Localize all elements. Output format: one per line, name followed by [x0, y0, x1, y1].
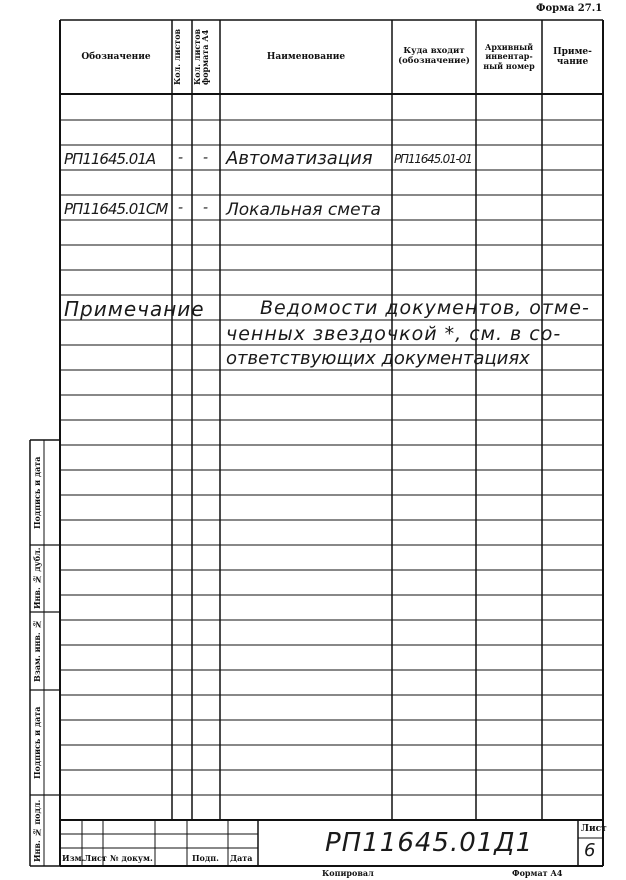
row-2-name: Локальная смета: [226, 200, 381, 220]
header-note: Приме-чание: [553, 46, 592, 67]
note-line-3: ответствующих документациях: [226, 348, 530, 369]
row-2-sheets: -: [178, 200, 184, 216]
tb-list: Лист: [84, 853, 107, 863]
header-sheet-count-a4: Кол. листов формата А4: [192, 28, 210, 86]
side-sign-date-bottom: Подпись и дата: [32, 706, 42, 779]
footer-format: Формат А4: [512, 868, 563, 878]
header-archive-number: Архивный инвентар-ный номер: [483, 42, 535, 71]
header-designation: Обозначение: [81, 51, 151, 62]
tb-sheet-label: Лист: [581, 824, 607, 834]
side-vzam-inv: Взам. инв. №: [32, 619, 42, 683]
tb-date: Дата: [230, 853, 253, 863]
header-name: Наименование: [266, 51, 346, 62]
row-2-designation: РП11645.01СМ: [64, 200, 168, 218]
tb-izm: Изм.: [62, 853, 85, 863]
tb-sheet-number: 6: [584, 840, 596, 861]
row-1-used-in: РП11645.01-01: [394, 152, 472, 166]
row-1-name: Автоматизация: [226, 148, 373, 169]
tb-sign: Подп.: [192, 853, 219, 863]
note-line-1: Ведомости документов, отме-: [260, 297, 590, 319]
row-1-sheets-a4: -: [203, 150, 209, 166]
form-label: Форма 27.1: [536, 3, 603, 14]
row-2-sheets-a4: -: [203, 200, 209, 216]
tb-designation: РП11645.01Д1: [325, 828, 534, 858]
row-1-designation: РП11645.01А: [64, 150, 156, 168]
side-inv-podl: Инв. № подл.: [32, 799, 42, 862]
note-label: Примечание: [64, 297, 205, 321]
tb-doc-no: № докум.: [110, 853, 153, 863]
header-sheet-count: Кол. листов: [172, 28, 182, 86]
side-inv-dubl: Инв. № дубл.: [32, 547, 42, 610]
header-used-in: Куда входит (обозначение): [398, 46, 470, 66]
side-sign-date-top: Подпись и дата: [32, 456, 42, 529]
row-1-sheets: -: [178, 150, 184, 166]
note-line-2: ченных звездочкой *, см. в со-: [226, 323, 562, 345]
footer-copied: Копировал: [322, 868, 374, 878]
